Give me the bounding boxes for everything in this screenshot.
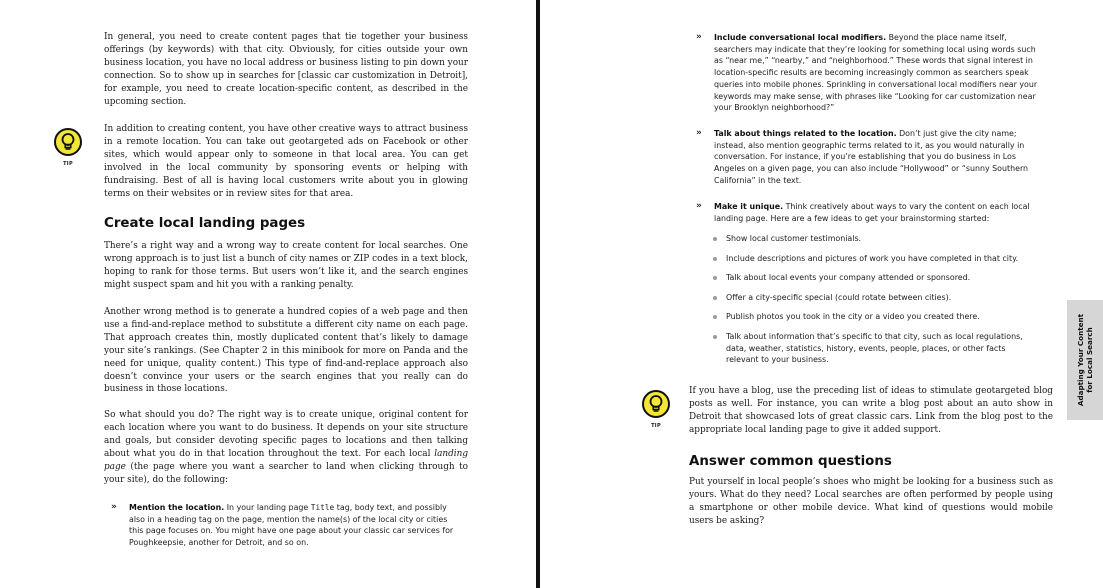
side-tab-line-2: for Local Search bbox=[1085, 327, 1094, 393]
bullet-lead: Talk about things related to the location. bbox=[714, 129, 897, 138]
lightbulb-icon bbox=[647, 394, 665, 414]
bullet-related-things bbox=[696, 128, 1041, 187]
bullet-conversational-modifiers bbox=[696, 32, 1041, 114]
bullet-text-start: In your landing page bbox=[224, 503, 311, 512]
list-item: Include descriptions and pictures of work you have completed in that city. bbox=[713, 253, 1038, 265]
list-item: Publish photos you took in the city or a video you created there. bbox=[713, 311, 1038, 323]
bullet-make-unique bbox=[696, 201, 1041, 224]
paragraph-right-way bbox=[104, 409, 468, 486]
dot-icon bbox=[713, 315, 717, 319]
bullet-lead: Make it unique. bbox=[714, 202, 784, 211]
list-item: Talk about local events your company attended or sponsored. bbox=[713, 272, 1038, 284]
tip-icon bbox=[642, 390, 670, 430]
dot-icon bbox=[713, 257, 717, 261]
paragraph-find-replace: Another wrong method is to generate a hundred copies of a web page and then use a find-and-replace method to substitute a different city name on each page. That approach creates thin, mostly duplicated content that’s likely to damage your site’s rankings. (See Chapter 2 in this minibook for more on Panda and the need for unique, quality content.) This type of find-and-replace approach also doesn’t convince your users or the search engines that you really can do business in those locations. bbox=[104, 307, 468, 395]
bullet-text: Don’t just give the city name; instead, also mention geographic terms related to it, as you would naturally in conversation. For instance, if you’re establishing that you do business in Los Angeles on a given page, you can also include “Hollywood” or “sunny Southern California” in the text. bbox=[714, 129, 1029, 185]
tip-icon bbox=[54, 128, 82, 168]
title-tag-code: Title bbox=[310, 503, 335, 512]
section-heading: Create local landing pages bbox=[104, 216, 306, 231]
list-item: Show local customer testimonials. bbox=[713, 233, 1038, 245]
bullet-lead: Include conversational local modifiers. bbox=[714, 33, 887, 42]
landing-page-term: landing page bbox=[104, 448, 468, 472]
section-heading: Answer common questions bbox=[689, 454, 892, 469]
paragraph-wrong-approach: There’s a right way and a wrong way to create content for local searches. One wrong approach is to just list a bunch of city names or ZIP codes in a text block, hoping to rank for those terms. But users won’t like it, and the search engines might suspect spam and hit you with a ranking penalty. bbox=[104, 241, 468, 290]
bullet-text: Beyond the place name itself, searchers may indicate that they’re looking for something local using words such as “near me,” “nearby,” and “neighborhood.” These words that signal interest in location-specific results are becoming increasingly common as searchers speak queries into mobile phones. Sprinkling in conversational local modifiers near your keywords may make sense, with phrases like “Looking for car customization near your Brooklyn neighborhood?” bbox=[714, 33, 1038, 113]
paragraph-right-way-end: (the page where you want a searcher to land when clicking through to your site), do the following: bbox=[104, 461, 468, 485]
right-page bbox=[541, 0, 1103, 588]
dot-icon bbox=[713, 237, 717, 241]
paragraph-common-questions: Put yourself in local people’s shoes who might be looking for a business such as yours. What do they need? Local searches are often performed by people using a smartphone or other mobile device. What kind of questions would mobile users be asking? bbox=[689, 477, 1053, 526]
tip-text: In addition to creating content, you have other creative ways to attract business in a remote location. You can take out geotargeted ads on Facebook or other sites, which would appear only to someone in that local area. You can get involved in the local community by sponsoring events or helping with fundraising. Best of all is having local customers write about you in glowing terms on their websites or in review sites for that area. bbox=[104, 124, 468, 199]
tip-label: TIP bbox=[651, 423, 661, 429]
list-item: Offer a city-specific special (could rotate between cities). bbox=[713, 292, 1038, 304]
double-chevron-right-icon: » bbox=[696, 128, 702, 138]
dot-icon bbox=[713, 296, 717, 300]
dot-icon bbox=[713, 335, 717, 339]
bullet-mention-location bbox=[111, 502, 459, 549]
paragraph-right-way-start: So what should you do? The right way is to create unique, original content for each location where you want to do business. It depends on your site structure and goals, but consider devoting specific pages to locations and then talking about what you do in that location throughout the text. For each local bbox=[104, 410, 468, 459]
double-chevron-right-icon: » bbox=[696, 201, 702, 211]
lightbulb-icon bbox=[59, 132, 77, 152]
bullet-lead: Mention the location. bbox=[129, 503, 225, 512]
list-item: Talk about information that’s specific to that city, such as local regulations, data, weather, statistics, history, events, people, places, or other facts relevant to your business. bbox=[713, 331, 1038, 366]
tip-label: TIP bbox=[63, 161, 73, 167]
chapter-side-tab bbox=[1067, 300, 1103, 420]
left-page bbox=[0, 0, 537, 588]
double-chevron-right-icon: » bbox=[696, 32, 702, 42]
side-tab-line-1: Adapting Your Content bbox=[1076, 313, 1085, 407]
bullet-text-end: tag, body text, and possibly also in a heading tag on the page, mention the name(s) of the local city or cities this page focuses on. You might have one page about your classic car services for Poughkeepsie, another for Detroit, and so on. bbox=[129, 503, 454, 548]
double-chevron-right-icon: » bbox=[111, 502, 117, 512]
intro-paragraph: In general, you need to create content pages that tie together your business offerings (by keywords) with that city. Obviously, for cities outside your own business location, you have no local address or business listing to pin down your connection. So to show up in searches for [classic car customization in Detroit], for example, you need to create location-specific content, as described in the upcoming section. bbox=[104, 32, 468, 107]
tip-text: If you have a blog, use the preceding list of ideas to stimulate geotargeted blog posts as well. For instance, you can write a blog post about an auto show in Detroit that showcased lots of great classic cars. Link from the blog post to the appropriate local landing page to give it added support. bbox=[689, 386, 1053, 435]
dot-icon bbox=[713, 276, 717, 280]
bullet-text: Think creatively about ways to vary the content on each local landing page. Here are a few ideas to get your brainstorming started: bbox=[714, 202, 1030, 223]
